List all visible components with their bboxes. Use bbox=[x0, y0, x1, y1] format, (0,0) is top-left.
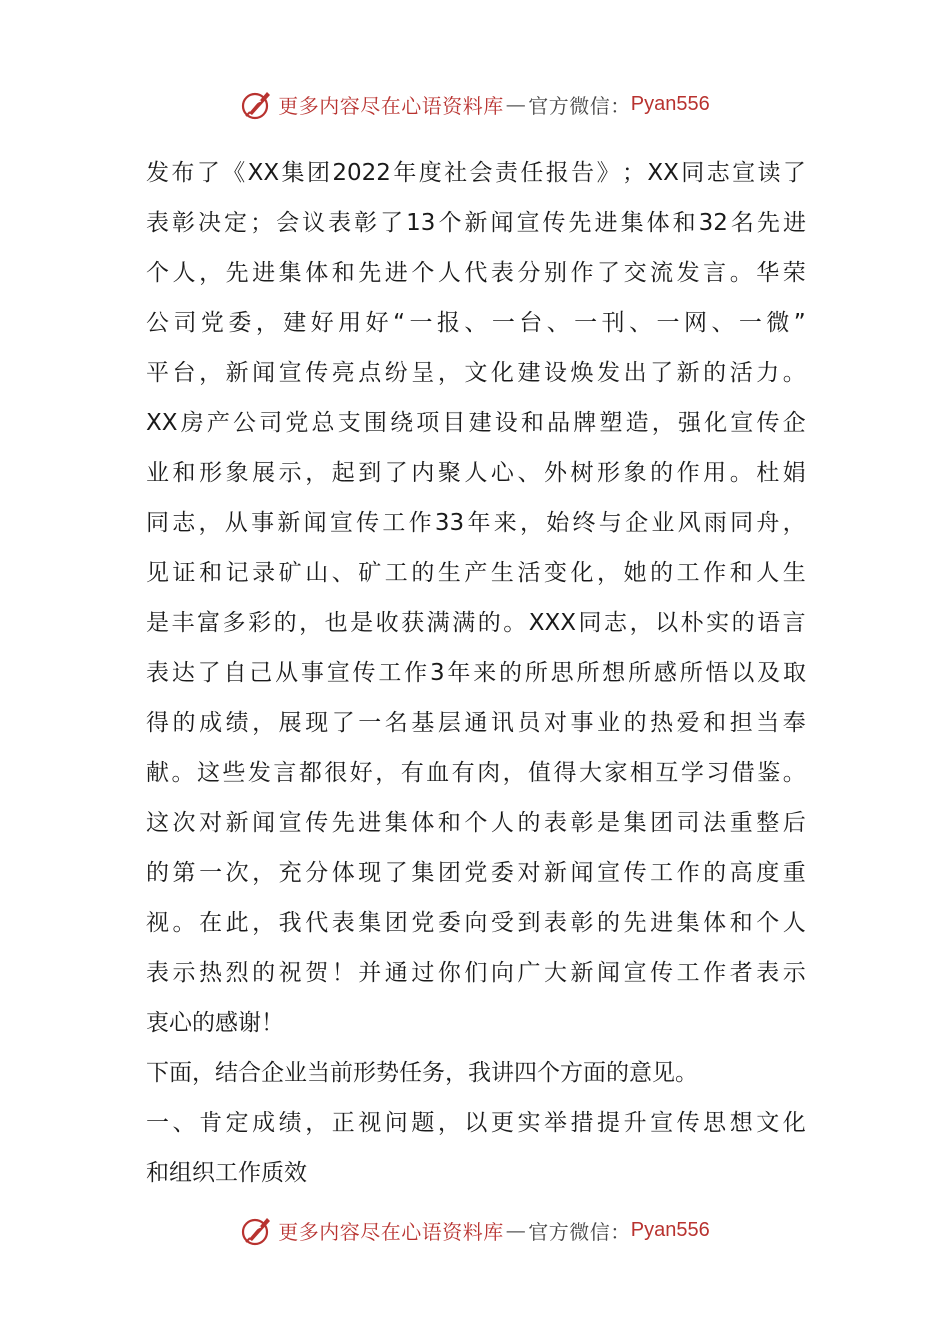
watermark-label: 官方微信： bbox=[528, 1219, 631, 1244]
text-line: 发 布 了 《 XX 集 团 2022 年 度 社 会 责 任 报 告 》 ； XX 同 志 宣 读 了 bbox=[146, 160, 806, 186]
watermark-id: Pyan556 bbox=[630, 1218, 710, 1241]
text-line: 这 次 对 新 闻 宣 传 先 进 集 体 和 个 人 的 表 彰 是 集 团 司 法 重 整 后 bbox=[146, 810, 806, 836]
text-line: 表 彰 决 定 ； 会 议 表 彰 了 13 个 新 闻 宣 传 先 进 集 体 和 32 名 先 进 bbox=[146, 210, 806, 236]
section-heading bbox=[146, 1098, 806, 1198]
text-line: 视 。 在 此 ， 我 代 表 集 团 党 委 向 受 到 表 彰 的 先 进 集 体 和 个 人 bbox=[146, 910, 806, 936]
text-line: 表 达 了 自 己 从 事 宣 传 工 作 3 年 来 的 所 思 所 想 所 感 所 悟 以 及 取 bbox=[146, 660, 806, 686]
text-line: 的 第 一 次 ， 充 分 体 现 了 集 团 党 委 对 新 闻 宣 传 工 作 的 高 度 重 bbox=[146, 860, 806, 886]
text-line: 得 的 成 绩 ， 展 现 了 一 名 基 层 通 讯 员 对 事 业 的 热 爱 和 担 当 奉 bbox=[146, 710, 806, 736]
text-line: 表 示 热 烈 的 祝 贺 ！ 并 通 过 你 们 向 广 大 新 闻 宣 传 工 作 者 表 示 bbox=[146, 960, 806, 986]
watermark-brand: 更多内容尽在心语资料库 bbox=[278, 1219, 504, 1244]
footer-watermark bbox=[0, 1210, 950, 1250]
watermark-brand: 更多内容尽在心语资料库 bbox=[278, 93, 504, 118]
text-line: 献 。 这 些 发 言 都 很 好 ， 有 血 有 肉 ， 值 得 大 家 相 互 学 习 借 鉴 。 bbox=[146, 760, 806, 786]
text-line: 是 丰 富 多 彩 的 ， 也 是 收 获 满 满 的 。 XXX 同 志 ， 以 朴 实 的 语 言 bbox=[146, 610, 806, 636]
text-line: 下面，结合企业当前形势任务，我讲四个方面的意见。 bbox=[146, 1060, 698, 1086]
document-body bbox=[146, 148, 806, 1198]
text-line: 衷心的感谢！ bbox=[146, 1010, 284, 1036]
paragraph bbox=[146, 1048, 806, 1098]
text-line: 业 和 形 象 展 示 ， 起 到 了 内 聚 人 心 、 外 树 形 象 的 作 用 。 杜 娟 bbox=[146, 460, 806, 486]
watermark-dash: — bbox=[505, 1218, 527, 1242]
header-watermark bbox=[0, 84, 950, 124]
watermark-label: 官方微信： bbox=[528, 93, 631, 118]
quill-pen-seal-icon bbox=[240, 1213, 274, 1247]
text-line: XX 房 产 公 司 党 总 支 围 绕 项 目 建 设 和 品 牌 塑 造 ， 强 化 宣 传 企 bbox=[146, 410, 806, 436]
watermark-dash: — bbox=[505, 92, 527, 116]
text-line: 和组织工作质效 bbox=[146, 1160, 307, 1186]
text-line: 同 志 ， 从 事 新 闻 宣 传 工 作 33 年 来 ， 始 终 与 企 业 风 雨 同 舟 ， bbox=[146, 510, 806, 536]
text-line: 平 台 ， 新 闻 宣 传 亮 点 纷 呈 ， 文 化 建 设 焕 发 出 了 新 的 活 力 。 bbox=[146, 360, 806, 386]
text-line: 一 、 肯 定 成 绩 ， 正 视 问 题 ， 以 更 实 举 措 提 升 宣 传 思 想 文 化 bbox=[146, 1110, 806, 1136]
text-line: 个 人 ， 先 进 集 体 和 先 进 个 人 代 表 分 别 作 了 交 流 发 言 。 华 荣 bbox=[146, 260, 806, 286]
quill-pen-seal-icon bbox=[240, 87, 274, 121]
paragraph bbox=[146, 148, 806, 1048]
text-line: 公 司 党 委 ， 建 好 用 好 “ 一 报 、 一 台 、 一 刊 、 一 网 、 一 微 ” bbox=[146, 310, 806, 336]
watermark-id: Pyan556 bbox=[630, 92, 710, 115]
text-line: 见 证 和 记 录 矿 山 、 矿 工 的 生 产 生 活 变 化 ， 她 的 工 作 和 人 生 bbox=[146, 560, 806, 586]
